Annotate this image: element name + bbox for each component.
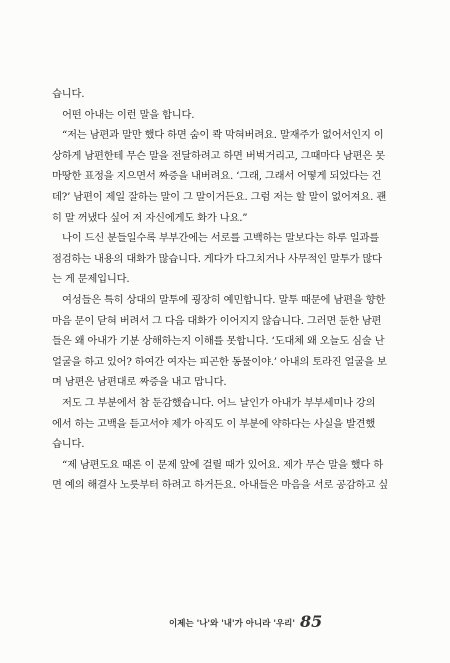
text-line: 는 게 문제입니다. — [52, 273, 130, 286]
page-footer — [0, 612, 450, 634]
text-line: 며 남편은 남편대로 짜증을 내고 맙니다. — [52, 376, 227, 389]
text-line: 습니다. — [52, 438, 85, 451]
text-line: 히 말 꺼냈다 싶어 저 자신에게도 화가 나요.” — [52, 211, 248, 224]
text-line: 면 예의 해결사 노릇부터 하려고 하거든요. 아내들은 마음을 서로 공감하고 싶 — [52, 479, 388, 492]
text-line: “저는 남편과 말만 했다 하면 숨이 콱 막혀버려요. 말재주가 없어서인지 이 — [62, 129, 384, 142]
text-line: 습니다. — [52, 88, 85, 100]
text-line: 나이 드신 분들일수록 부부간에는 서로를 고백하는 말보다는 하루 일과를 — [62, 232, 379, 245]
body-text — [52, 84, 402, 496]
text-line: 마음 문이 닫혀 버려서 그 다음 대화가 이어지지 않습니다. 그러면 둔한 남편 — [52, 314, 382, 327]
running-title: 이제는 '나'와 '내'가 아니라 '우리' — [169, 619, 295, 629]
text-line: 마땅한 표정을 지으면서 짜증을 내버려요. ‘그래, 그래서 어떻게 되었다는 건 — [52, 170, 382, 183]
text-line: 들은 왜 아내가 기분 상해하는지 이해를 못합니다. ‘도대체 왜 오늘도 심술 난 — [52, 335, 385, 348]
text-line: 여성들은 특히 상대의 말투에 굉장히 예민합니다. 말투 때문에 남편을 향한 — [62, 293, 386, 306]
text-line: 점검하는 내용의 대화가 많습니다. 게다가 다그치거나 사무적인 말투가 많다 — [52, 252, 382, 265]
text-line: “제 남편도요 때론 이 문제 앞에 걸릴 때가 있어요. 제가 무슨 말을 했다 하 — [62, 458, 383, 471]
text-line: 상하게 남편한테 무슨 말을 전달하려고 하면 버벅거리고, 그때마다 남편은 못 — [52, 149, 385, 162]
text-line: 얼굴을 하고 있어? 하여간 여자는 피곤한 동물이야.’ 아내의 토라진 얼굴을 보 — [52, 355, 387, 368]
text-line: 어떤 아내는 이런 말을 합니다. — [62, 108, 195, 121]
text-line: 저도 그 부분에서 참 둔감했습니다. 어느 날인가 아내가 부부세미나 강의 — [62, 396, 376, 409]
page-number: 85 — [300, 612, 323, 631]
text-line: 데?’ 남편이 제일 잘하는 말이 그 말이거든요. 그럼 저는 할 말이 없어져요. 괜 — [52, 190, 387, 203]
text-line: 에서 하는 고백을 듣고서야 제가 아직도 이 부분에 약하다는 사실을 발견했 — [52, 417, 376, 430]
